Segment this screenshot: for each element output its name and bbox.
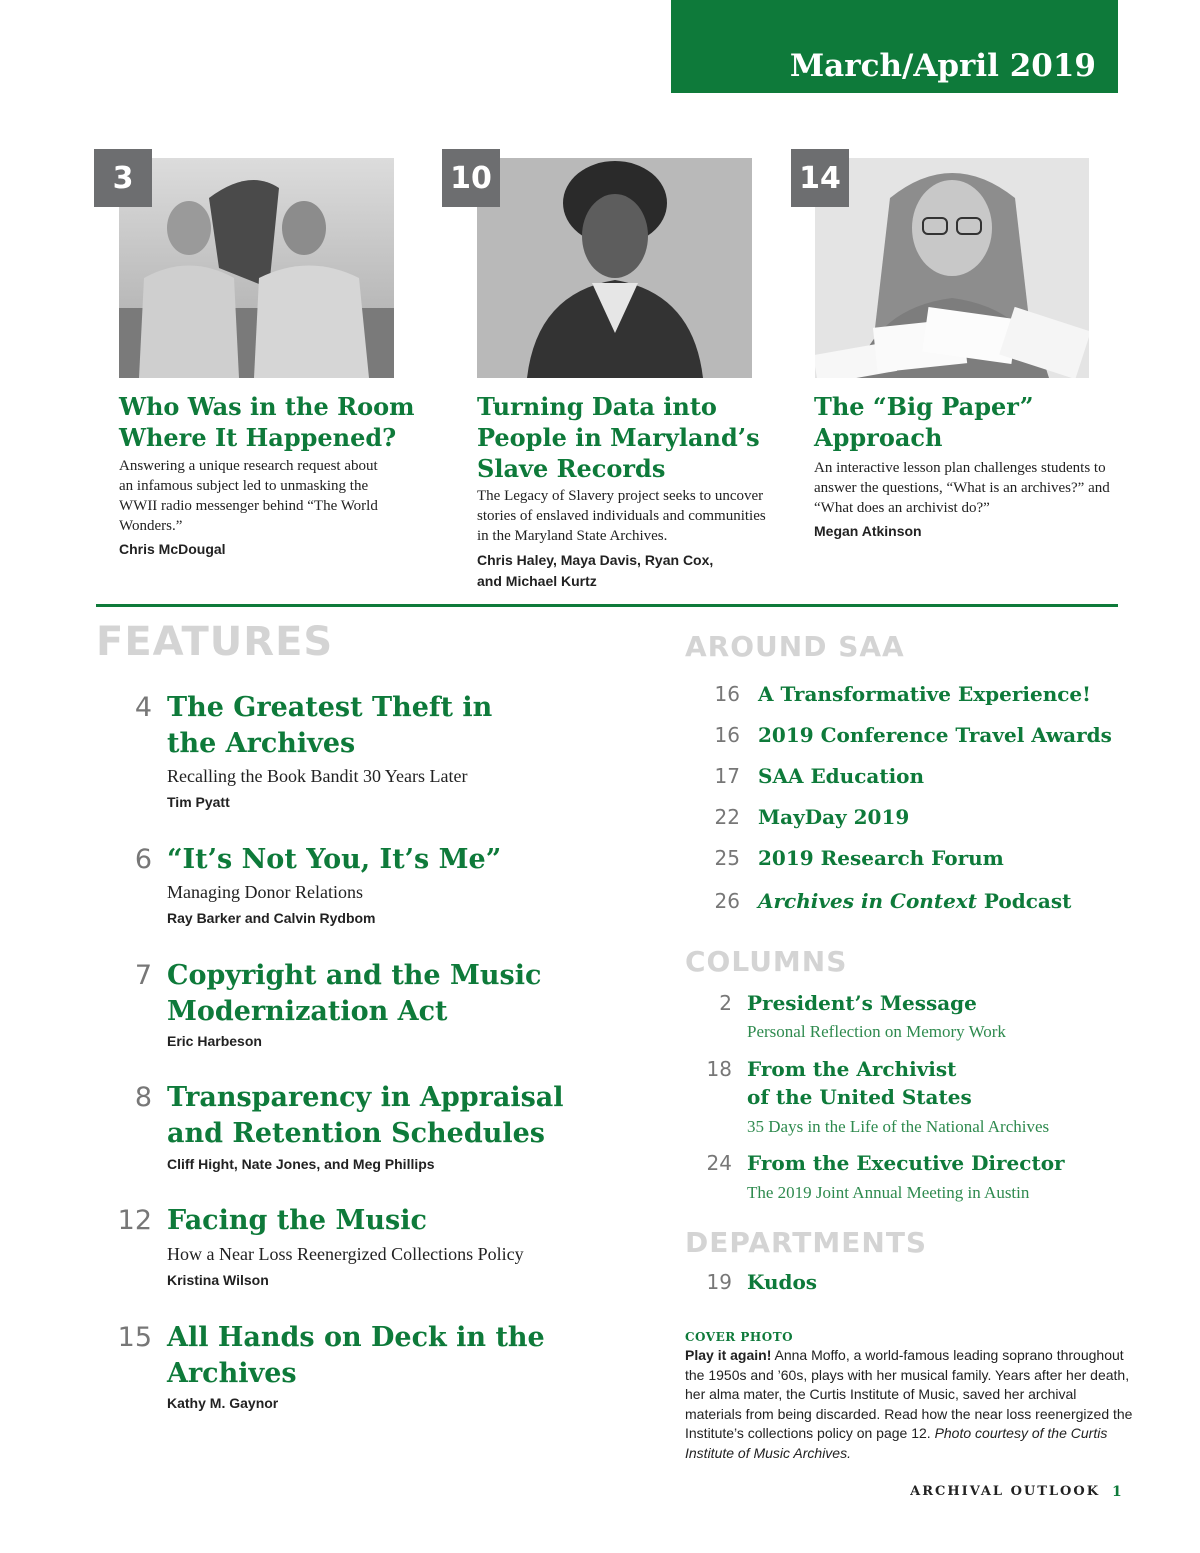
feature-title[interactable]: The Greatest Theft in the Archives xyxy=(167,692,493,759)
around-title[interactable] xyxy=(758,886,1071,916)
around-title[interactable]: A Transformative Experience! xyxy=(758,682,1091,706)
feature-subtitle: Managing Donor Relations xyxy=(167,882,363,902)
cover-photo-body: Anna Moffo, a world-famous leading soprano throughout the 1950s and ’60s, plays with her musical family. Years after her death, her alma mater, the Curtis Institute of Music, saved her archival materials from being discarded. Read how the near loss reenergized the Institute’s collections policy on page 12. xyxy=(685,1347,1133,1441)
feature-page-number: 7 xyxy=(134,960,152,991)
feature-page-number: 4 xyxy=(134,692,152,723)
issue-banner xyxy=(671,0,1118,93)
around-page-number: 25 xyxy=(714,846,740,870)
around-title[interactable]: 2019 Conference Travel Awards xyxy=(758,723,1112,747)
highlight-author: Megan Atkinson xyxy=(814,523,922,539)
column-subtitle: The 2019 Joint Annual Meeting in Austin xyxy=(747,1183,1030,1202)
feature-page-number: 15 xyxy=(117,1322,152,1353)
around-title[interactable]: 2019 Research Forum xyxy=(758,846,1004,870)
around-title-rest: Podcast xyxy=(976,889,1072,913)
highlight-page-badge: 3 xyxy=(94,149,152,207)
feature-title[interactable]: All Hands on Deck in the Archives xyxy=(167,1322,545,1389)
cover-photo-label: COVER PHOTO xyxy=(685,1330,794,1344)
around-page-number: 22 xyxy=(714,805,740,829)
feature-subtitle: Recalling the Book Bandit 30 Years Later xyxy=(167,766,468,786)
highlight-description: An interactive lesson plan challenges students to answer the questions, “What is an archives?” and “What does an archivist do?” xyxy=(814,460,1110,516)
highlight-title[interactable]: The “Big Paper” Approach xyxy=(814,392,1034,452)
column-title[interactable]: From the Executive Director xyxy=(747,1151,1065,1175)
feature-author: Cliff Hight, Nate Jones, and Meg Phillips xyxy=(167,1156,435,1172)
departments-heading: DEPARTMENTS xyxy=(685,1226,928,1259)
cover-photo-lead: Play it again! xyxy=(685,1347,772,1363)
issue-date: March/April 2019 xyxy=(789,48,1096,84)
column-page-number: 24 xyxy=(706,1151,732,1175)
around-title[interactable]: MayDay 2019 xyxy=(758,805,910,829)
cover-photo-text xyxy=(685,1346,1135,1463)
feature-page-number: 8 xyxy=(134,1082,152,1113)
highlight-title[interactable]: Turning Data into People in Maryland’s Slave Records xyxy=(477,392,760,483)
feature-subtitle: How a Near Loss Reenergized Collections Policy xyxy=(167,1244,524,1264)
column-page-number: 18 xyxy=(706,1057,732,1081)
column-title[interactable]: From the Archivist xyxy=(747,1057,957,1081)
feature-author: Tim Pyatt xyxy=(167,794,230,810)
department-title[interactable]: Kudos xyxy=(747,1270,818,1294)
highlight-page-badge: 14 xyxy=(791,149,849,207)
cover-photo-credit: Photo courtesy of the Curtis Institute of Music Archives. xyxy=(685,1425,1108,1461)
cover-photo-caption xyxy=(685,1328,1135,1463)
feature-title[interactable]: “It’s Not You, It’s Me” xyxy=(167,844,502,875)
feature-author: Eric Harbeson xyxy=(167,1033,262,1049)
highlight-page-badge: 10 xyxy=(442,149,500,207)
around-title[interactable]: SAA Education xyxy=(758,764,925,788)
highlight-author: Chris McDougal xyxy=(119,541,226,557)
department-page-number: 19 xyxy=(706,1270,732,1294)
column-subtitle: Personal Reflection on Memory Work xyxy=(747,1022,1006,1041)
around-title-italic: Archives in Context xyxy=(758,889,977,913)
page-number: 1 xyxy=(1112,1484,1122,1500)
feature-author: Ray Barker and Calvin Rydbom xyxy=(167,910,376,926)
columns-heading: COLUMNS xyxy=(685,945,848,978)
feature-title[interactable]: Copyright and the Music Modernization Act xyxy=(167,960,542,1027)
column-title-line-2[interactable]: of the United States xyxy=(747,1085,972,1109)
section-divider xyxy=(96,604,1118,607)
around-saa-heading: AROUND SAA xyxy=(685,630,905,663)
around-page-number: 17 xyxy=(714,764,740,788)
feature-author: Kristina Wilson xyxy=(167,1272,269,1288)
feature-page-number: 6 xyxy=(134,844,152,875)
highlight-photo-woman xyxy=(815,158,1089,378)
highlight-title[interactable]: Who Was in the Room Where It Happened? xyxy=(119,392,415,452)
feature-title[interactable]: Transparency in Appraisal and Retention Schedules xyxy=(167,1082,564,1149)
column-title[interactable]: President’s Message xyxy=(747,991,977,1015)
features-heading: FEATURES xyxy=(96,619,334,665)
highlight-photo-officers xyxy=(119,158,394,378)
around-page-number: 16 xyxy=(714,682,740,706)
highlight-author: Chris Haley, Maya Davis, Ryan Cox, and Michael Kurtz xyxy=(477,552,714,589)
column-subtitle: 35 Days in the Life of the National Archives xyxy=(747,1117,1050,1136)
column-page-number: 2 xyxy=(719,991,732,1015)
publication-name: ARCHIVAL OUTLOOK xyxy=(910,1484,1100,1499)
highlight-photo-portrait xyxy=(477,158,752,378)
around-page-number: 16 xyxy=(714,723,740,747)
feature-author: Kathy M. Gaynor xyxy=(167,1395,279,1411)
feature-title[interactable]: Facing the Music xyxy=(167,1205,427,1236)
feature-page-number: 12 xyxy=(117,1205,152,1236)
around-page-number: 26 xyxy=(714,889,740,913)
highlight-description: The Legacy of Slavery project seeks to uncover stories of enslaved individuals and communities in the Maryland State Archives. xyxy=(477,488,766,544)
highlight-description: Answering a unique research request about an infamous subject led to unmasking the WWII radio messenger behind “The World Wonders.” xyxy=(119,458,378,534)
